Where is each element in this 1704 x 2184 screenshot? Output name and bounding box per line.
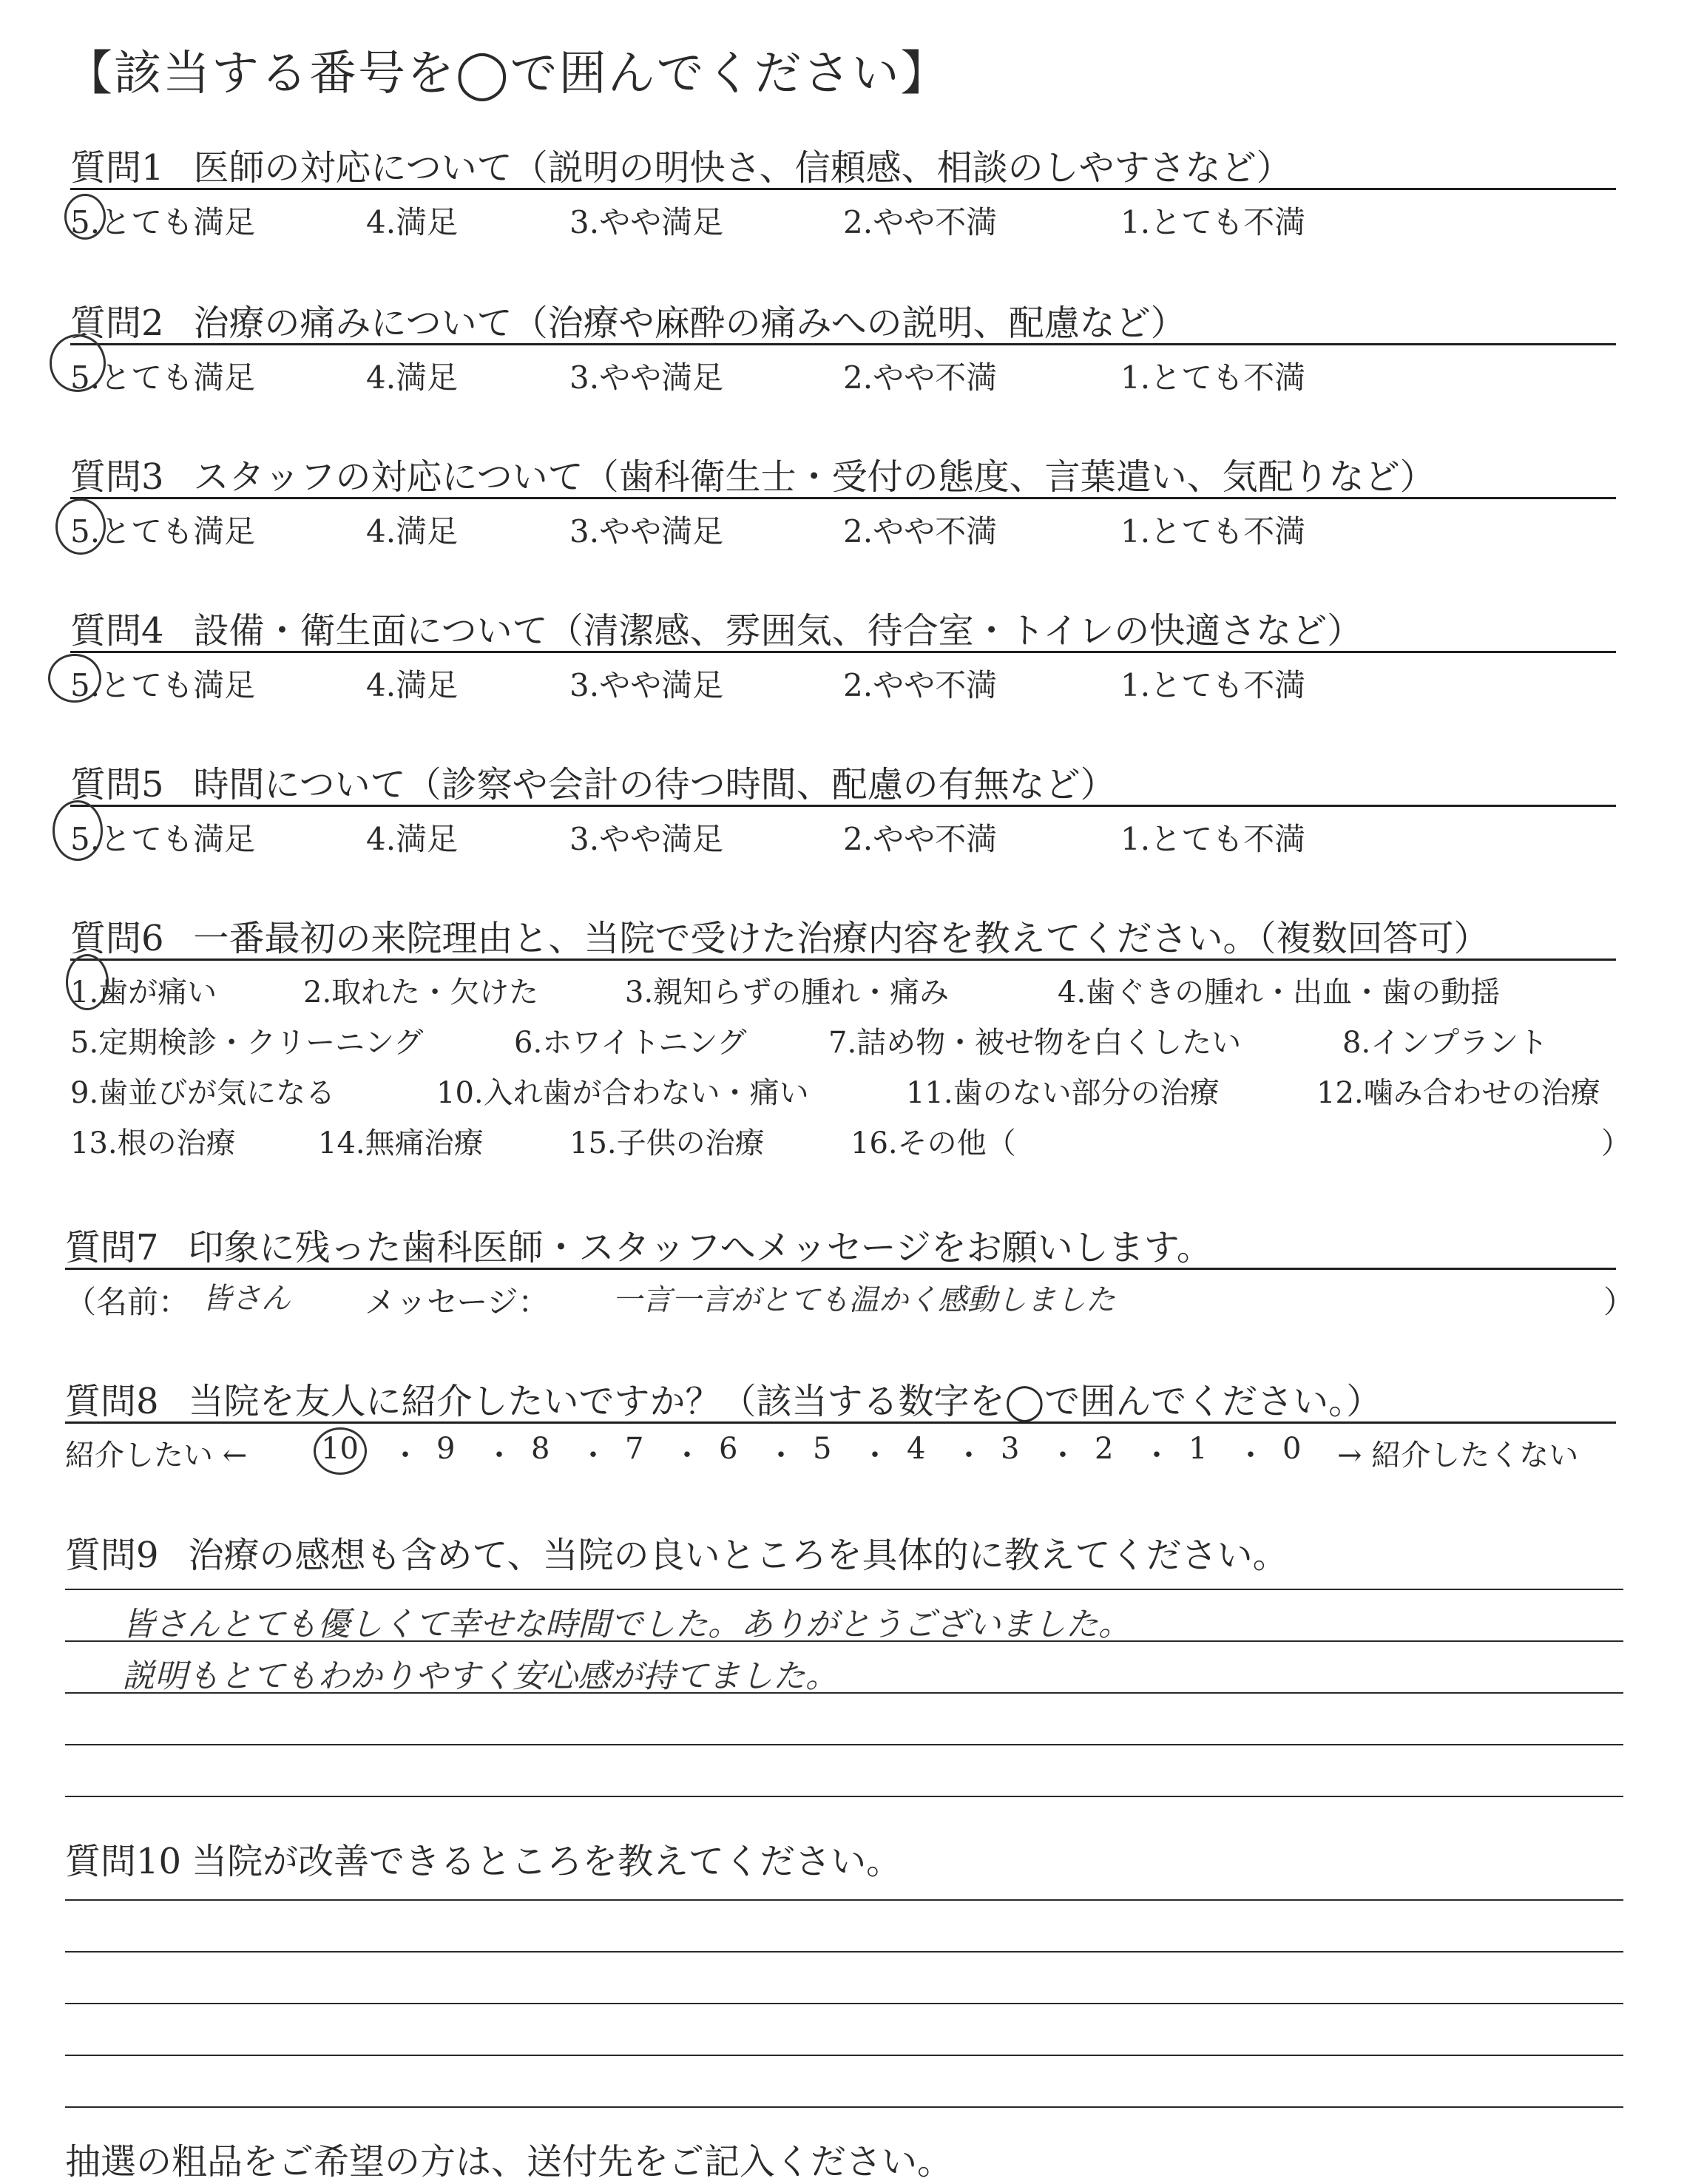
question-3-heading <box>70 448 1436 499</box>
question-7-text: 印象に残った歯科医師・スタッフへメッセージをお願いします。 <box>188 1227 1212 1268</box>
question-3-label: 質問3 <box>70 456 164 498</box>
question-6-options-row-3 <box>70 1069 1623 1114</box>
question-1-options <box>70 198 1623 243</box>
option-1[interactable]: 1.とても不満 <box>1120 667 1306 703</box>
reason-option-3[interactable]: 3.親知らずの腫れ・痛み <box>625 976 950 1010</box>
question-2-label: 質問2 <box>70 302 164 344</box>
question-3-text: スタッフの対応について（歯科衛生士・受付の態度、言葉遣い、気配りなど） <box>193 456 1436 498</box>
option-1[interactable]: 1.とても不満 <box>1120 821 1306 857</box>
scale-value-8[interactable]: 8 <box>531 1432 550 1466</box>
question-9-text: 治療の感想も含めて、当院の良いところを具体的に教えてください。 <box>188 1535 1288 1576</box>
question-4-heading <box>70 602 1362 653</box>
option-2[interactable]: 2.やや不満 <box>843 513 998 550</box>
handwritten-answer-line-2[interactable]: 説明もとてもわかりやすく安心感が持てました。 <box>122 1657 838 1695</box>
answer-line <box>65 1951 1623 1953</box>
question-5-label: 質問5 <box>70 764 164 805</box>
option-3[interactable]: 3.やや満足 <box>569 513 724 550</box>
scale-value-3[interactable]: 3 <box>1001 1432 1020 1466</box>
question-2-text: 治療の痛みについて（治療や麻酔の痛みへの説明、配慮など） <box>193 302 1186 344</box>
reason-option-1[interactable]: 1.歯が痛い <box>70 976 217 1010</box>
option-5[interactable]: 5.とても満足 <box>70 513 256 550</box>
message-close: ） <box>1603 1284 1635 1320</box>
answer-line <box>65 1744 1623 1745</box>
question-5-options <box>70 815 1623 859</box>
question-5-text: 時間について（診察や会計の待つ時間、配慮の有無など） <box>193 764 1116 805</box>
option-1[interactable]: 1.とても不満 <box>1120 513 1306 550</box>
scale-value-5[interactable]: 5 <box>813 1432 832 1466</box>
option-2[interactable]: 2.やや不満 <box>843 821 998 857</box>
option-5[interactable]: 5.とても満足 <box>70 821 256 857</box>
option-5[interactable]: 5.とても満足 <box>70 667 256 703</box>
scale-value-0[interactable]: 0 <box>1282 1432 1302 1466</box>
option-4[interactable]: 4.満足 <box>366 821 459 857</box>
scale-value-1[interactable]: 1 <box>1189 1432 1208 1466</box>
answer-line <box>65 2003 1623 2004</box>
question-10-heading <box>65 1833 902 1884</box>
question-9-heading <box>65 1527 1288 1578</box>
option-1[interactable]: 1.とても不満 <box>1120 359 1306 396</box>
scale-right-label: → 紹介したくない <box>1337 1438 1579 1473</box>
reason-option-16[interactable]: 16.その他（ <box>851 1126 1016 1160</box>
scale-value-9[interactable]: 9 <box>436 1432 456 1466</box>
reason-option-14[interactable]: 14.無痛治療 <box>318 1126 484 1160</box>
option-3[interactable]: 3.やや満足 <box>569 821 724 857</box>
answer-line <box>65 1692 1623 1694</box>
name-field[interactable]: 皆さん <box>202 1282 291 1316</box>
question-1-text: 医師の対応について（説明の明快さ、信頼感、相談のしやすさなど） <box>193 147 1292 189</box>
question-4-options <box>70 661 1623 706</box>
scale-separator: ・ <box>484 1438 514 1473</box>
reason-option-10[interactable]: 10.入れ歯が合わない・痛い <box>436 1076 809 1110</box>
reason-option-2[interactable]: 2.取れた・欠けた <box>303 976 539 1010</box>
scale-separator: ・ <box>860 1438 890 1473</box>
divider <box>70 343 1616 345</box>
scale-value-6[interactable]: 6 <box>719 1432 738 1466</box>
scale-separator: ・ <box>1142 1438 1172 1473</box>
option-1[interactable]: 1.とても不満 <box>1120 204 1306 240</box>
question-10-text: 当院が改善できるところを教えてください。 <box>192 1841 902 1882</box>
question-1-heading <box>70 139 1292 190</box>
option-4[interactable]: 4.満足 <box>366 204 459 240</box>
reason-option-9[interactable]: 9.歯並びが気になる <box>70 1076 336 1110</box>
option-3[interactable]: 3.やや満足 <box>569 667 724 703</box>
question-7-label: 質問7 <box>65 1227 159 1268</box>
message-label: メッセージ： <box>365 1284 550 1320</box>
question-4-label: 質問4 <box>70 610 164 652</box>
question-10-label: 質問10 <box>65 1841 182 1882</box>
reason-option-7[interactable]: 7.詰め物・被せ物を白くしたい <box>828 1026 1242 1060</box>
answer-line <box>65 1899 1623 1901</box>
divider <box>70 497 1616 499</box>
question-6-label: 質問6 <box>70 918 164 959</box>
divider <box>65 1268 1616 1270</box>
answer-line <box>65 1589 1623 1590</box>
scale-separator: ・ <box>578 1438 608 1473</box>
option-4[interactable]: 4.満足 <box>366 667 459 703</box>
referral-scale <box>65 1432 1618 1476</box>
form-title: 【該当する番号を◯で囲んでください】 <box>65 47 950 101</box>
scale-separator: ・ <box>672 1438 702 1473</box>
reason-option-11[interactable]: 11.歯のない部分の治療 <box>906 1076 1220 1110</box>
footer-instruction: 抽選の粗品をご希望の方は、送付先をご記入ください。 <box>65 2141 953 2183</box>
reason-option-4[interactable]: 4.歯ぐきの腫れ・出血・歯の動揺 <box>1058 976 1501 1010</box>
scale-value-10[interactable]: 10 <box>321 1432 359 1466</box>
question-6-text: 一番最初の来院理由と、当院で受けた治療内容を教えてください。（複数回答可） <box>193 918 1490 959</box>
reason-option-13[interactable]: 13.根の治療 <box>70 1126 236 1160</box>
question-6-options-row-4 <box>70 1120 1631 1164</box>
question-5-heading <box>70 756 1116 807</box>
question-2-options <box>70 354 1623 398</box>
scale-value-2[interactable]: 2 <box>1095 1432 1114 1466</box>
scale-value-4[interactable]: 4 <box>907 1432 926 1466</box>
option-5[interactable]: 5.とても満足 <box>70 359 256 396</box>
divider <box>70 805 1616 807</box>
question-9-label: 質問9 <box>65 1535 159 1576</box>
reason-option-5[interactable]: 5.定期検診・クリーニング <box>70 1026 424 1060</box>
scale-separator: ・ <box>766 1438 796 1473</box>
answer-line <box>65 1640 1623 1642</box>
question-6-options-row-2 <box>70 1019 1623 1064</box>
scale-left-label: 紹介したい ← <box>65 1438 248 1473</box>
answer-line <box>65 1796 1623 1797</box>
reason-option-12[interactable]: 12.噛み合わせの治療 <box>1316 1076 1600 1110</box>
scale-separator: ・ <box>1048 1438 1078 1473</box>
option-2[interactable]: 2.やや不満 <box>843 359 998 396</box>
divider <box>65 1421 1616 1424</box>
answer-line <box>65 2055 1623 2056</box>
divider <box>70 959 1616 961</box>
option-5[interactable]: 5.とても満足 <box>70 204 256 240</box>
option-4[interactable]: 4.満足 <box>366 513 459 550</box>
option-2[interactable]: 2.やや不満 <box>843 667 998 703</box>
question-1-label: 質問1 <box>70 147 164 189</box>
scale-value-7[interactable]: 7 <box>625 1432 644 1466</box>
scale-separator: ・ <box>390 1438 420 1473</box>
answer-line <box>65 2106 1623 2108</box>
option-2[interactable]: 2.やや不満 <box>843 204 998 240</box>
question-6-heading <box>70 910 1490 961</box>
handwritten-answer-line-1[interactable]: 皆さんとても優しくて幸せな時間でした。ありがとうございました。 <box>122 1606 1131 1643</box>
name-label: （名前： <box>65 1284 190 1320</box>
divider <box>70 651 1616 653</box>
option-3[interactable]: 3.やや満足 <box>569 359 724 396</box>
reason-option-8[interactable]: 8.インプラント <box>1342 1026 1549 1060</box>
message-field[interactable]: 一言一言がとても温かく感動しました <box>612 1283 1115 1317</box>
question-2-heading <box>70 294 1186 345</box>
question-8-text: 当院を友人に紹介したいですか？（該当する数字を◯で囲んでください。） <box>188 1381 1382 1422</box>
question-7-heading <box>65 1219 1212 1270</box>
reason-option-16-close: ） <box>1601 1126 1631 1160</box>
reason-option-15[interactable]: 15.子供の治療 <box>569 1126 765 1160</box>
reason-option-6[interactable]: 6.ホワイトニング <box>514 1026 747 1060</box>
question-3-options <box>70 507 1623 552</box>
question-8-heading <box>65 1373 1382 1424</box>
option-4[interactable]: 4.満足 <box>366 359 459 396</box>
question-8-label: 質問8 <box>65 1381 159 1422</box>
divider <box>70 188 1616 190</box>
question-6-options-row-1 <box>70 969 1623 1013</box>
scale-separator: ・ <box>954 1438 984 1473</box>
question-4-text: 設備・衛生面について（清潔感、雰囲気、待合室・トイレの快適さなど） <box>193 610 1363 652</box>
question-7-message-row <box>65 1278 1635 1322</box>
scale-separator: ・ <box>1236 1438 1265 1473</box>
option-3[interactable]: 3.やや満足 <box>569 204 724 240</box>
